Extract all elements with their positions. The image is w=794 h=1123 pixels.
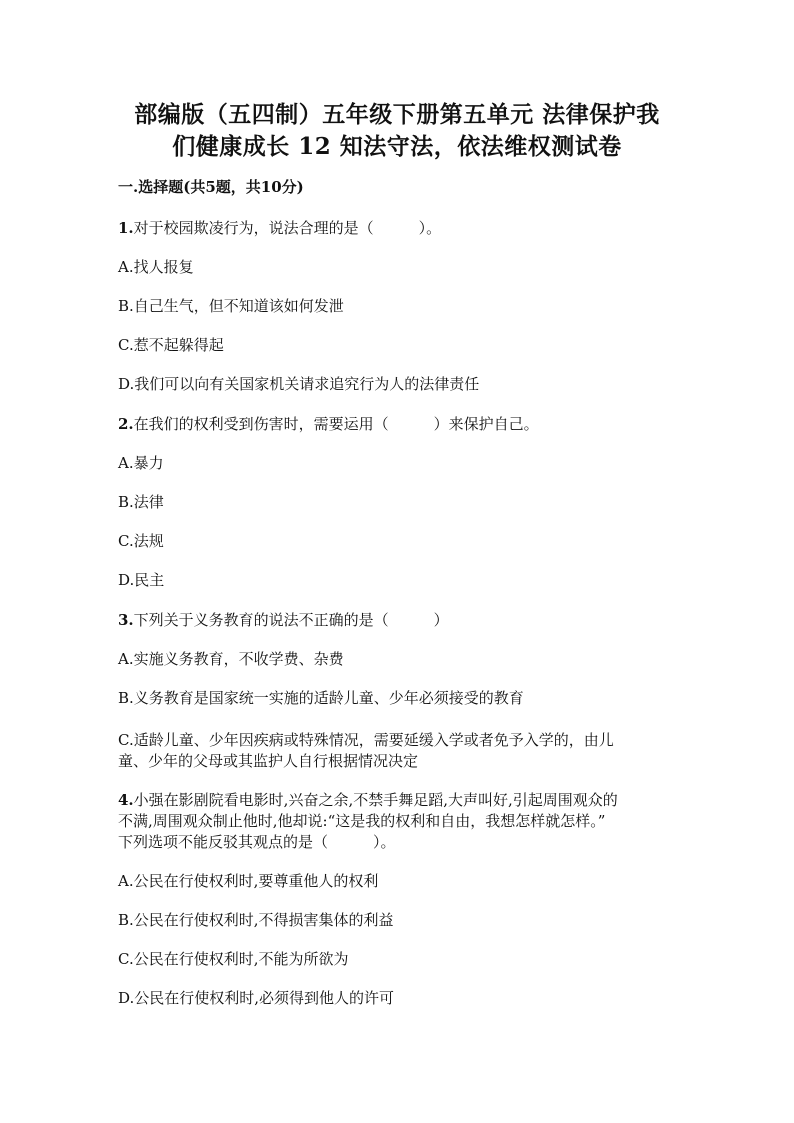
question-2-option-c[interactable]: C.法规 — [118, 532, 164, 550]
question-2-text: 在我们的权利受到伤害时，需要运用（ ）来保护自己。 — [133, 415, 539, 433]
question-4-number: 4. — [118, 791, 134, 809]
document-title-line-2: 们健康成长 12 知法守法，依法维权测试卷 — [172, 133, 622, 160]
question-3-option-c-continued: 童、少年的父母或其监护人自行根据情况决定 — [118, 752, 419, 770]
question-1-stem — [118, 217, 678, 239]
question-3-text: 下列关于义务教育的说法不正确的是（ ） — [133, 611, 449, 629]
question-1-option-c[interactable]: C.惹不起躲得起 — [118, 336, 224, 354]
question-2-option-a[interactable]: A.暴力 — [118, 454, 164, 472]
question-1-text: 对于校园欺凌行为，说法合理的是（ ）。 — [133, 219, 442, 237]
question-4-text-line-1: 小强在影剧院看电影时,兴奋之余,不禁手舞足蹈,大声叫好,引起周围观众的 — [133, 791, 618, 809]
question-1-number: 1. — [118, 219, 134, 237]
question-2-number: 2. — [118, 415, 134, 433]
question-2-option-b[interactable]: B.法律 — [118, 493, 164, 511]
question-3-number: 3. — [118, 611, 134, 629]
question-1-option-a[interactable]: A.找人报复 — [118, 258, 194, 276]
question-1-option-b[interactable]: B.自己生气，但不知道该如何发泄 — [118, 297, 344, 315]
question-1-option-d[interactable]: D.我们可以向有关国家机关请求追究行为人的法律责任 — [118, 375, 480, 393]
document-title-line-1: 部编版（五四制）五年级下册第五单元 法律保护我 — [134, 101, 660, 128]
question-4-stem-line-2: 不满,周围观众制止他时,他却说:“这是我的权利和自由，我想怎样就怎样。” — [118, 812, 606, 830]
question-4-option-d[interactable]: D.公民在行使权利时,必须得到他人的许可 — [118, 989, 395, 1007]
question-2-stem — [118, 413, 678, 435]
question-3-stem — [118, 609, 678, 631]
question-3-option-a[interactable]: A.实施义务教育，不收学费、杂费 — [118, 650, 344, 668]
question-4-option-c[interactable]: C.公民在行使权利时,不能为所欲为 — [118, 950, 349, 968]
section-heading: 一.选择题(共5题，共10分) — [118, 178, 304, 196]
question-4-option-b[interactable]: B.公民在行使权利时,不得损害集体的利益 — [118, 911, 394, 929]
question-2-option-d[interactable]: D.民主 — [118, 571, 165, 589]
question-4-stem-line-3: 下列选项不能反驳其观点的是（ ）。 — [118, 833, 396, 851]
question-4-stem-line-1 — [118, 789, 678, 811]
question-3-option-b[interactable]: B.义务教育是国家统一实施的适龄儿童、少年必须接受的教育 — [118, 689, 524, 707]
question-4-option-a[interactable]: A.公民在行使权利时,要尊重他人的权利 — [118, 872, 379, 890]
question-3-option-c[interactable]: C.适龄儿童、少年因疾病或特殊情况，需要延缓入学或者免予入学的，由儿 — [118, 731, 614, 749]
